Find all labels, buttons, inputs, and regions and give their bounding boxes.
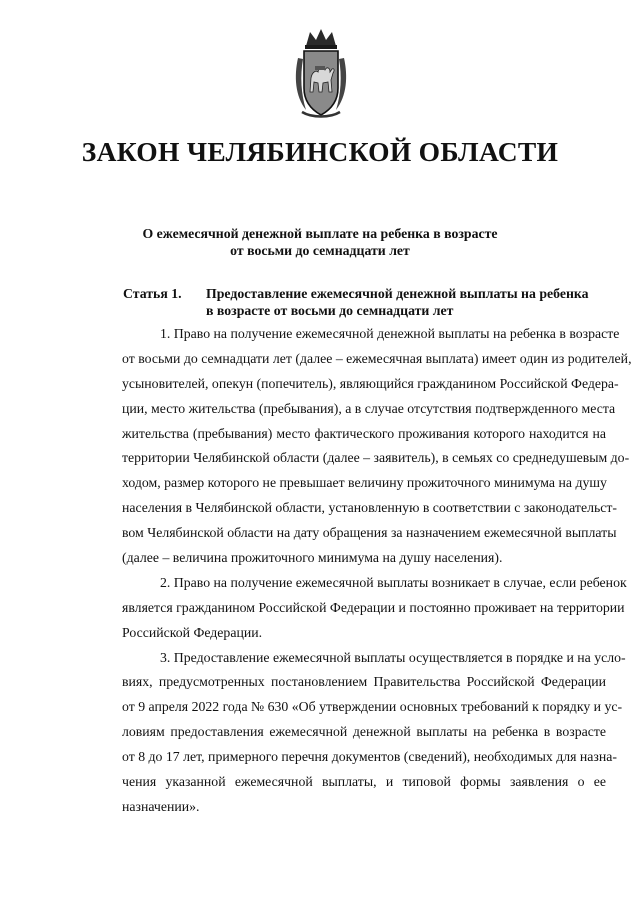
text-line: от 9 апреля 2022 года № 630 «Об утверждении основных требований к порядку и ус- <box>122 699 623 715</box>
text-line: вом Челябинской области на дату обращения за назначением ежемесячной выплаты <box>122 525 617 541</box>
law-subtitle-line: О ежемесячной денежной выплате на ребенка в возрасте <box>142 226 498 241</box>
law-title: ЗАКОН ЧЕЛЯБИНСКОЙ ОБЛАСТИ <box>81 136 559 167</box>
law-subtitle <box>0 225 640 259</box>
paragraph-1 <box>122 322 632 571</box>
paragraph-3 <box>122 646 626 820</box>
text-line: ходом, размер которого не превышает величину прожиточного минимума на душу <box>122 475 607 491</box>
text-line: населения в Челябинской области, установленную в соответствии с законодательст- <box>122 500 617 516</box>
text-line: ловиям предоставления ежемесячной денежной выплаты на ребенка в возрасте <box>122 724 606 740</box>
text-line: 1. Право на получение ежемесячной денежной выплаты на ребенка в возрасте <box>160 326 620 341</box>
text-line: 2. Право на получение ежемесячной выплаты возникает в случае, если ребенок <box>160 574 627 590</box>
text-line: Российской Федерации. <box>122 624 263 640</box>
article-title-line: в возрасте от восьми до семнадцати лет <box>206 303 454 318</box>
text-line: является гражданином Российской Федерации и постоянно проживает на территории <box>122 599 625 615</box>
text-line: (далее – величина прожиточного минимума на душу населения). <box>122 550 503 566</box>
text-line: усыновителей, опекун (попечитель), являющийся гражданином Российской Федера- <box>122 375 619 391</box>
text-line: от восьми до семнадцати лет (далее – ежемесячная выплата) имеет один из родителей, <box>122 350 632 366</box>
text-line: жительства (пребывания) место фактического проживания которого находится на <box>122 425 606 441</box>
paragraph-2 <box>122 571 627 646</box>
article-title-line: Предоставление ежемесячной денежной выплаты на ребенка <box>206 286 589 301</box>
article-body <box>122 322 632 820</box>
text-line: назначении». <box>122 798 200 814</box>
text-line: ции, место жительства (пребывания), а в случае отсутствия подтвержденного места <box>122 400 616 416</box>
article-title <box>206 285 606 319</box>
article-number: Статья 1. <box>123 286 182 301</box>
text-line: от 8 до 17 лет, примерного перечня документов (сведений), необходимых для назна- <box>122 749 617 765</box>
chelyabinsk-coat-of-arms-emblem <box>292 26 350 120</box>
law-subtitle-line: от восьми до семнадцати лет <box>230 243 410 258</box>
text-line: 3. Предоставление ежемесячной выплаты осуществляется в порядке и на усло- <box>160 649 626 665</box>
text-line: виях, предусмотренных постановлением Правительства Российской Федерации <box>122 674 606 690</box>
text-line: территории Челябинской области (далее – заявитель), в семьях со среднедушевым до- <box>122 450 630 466</box>
text-line: чения указанной ежемесячной выплаты, и типовой формы заявления о ее <box>122 774 606 790</box>
